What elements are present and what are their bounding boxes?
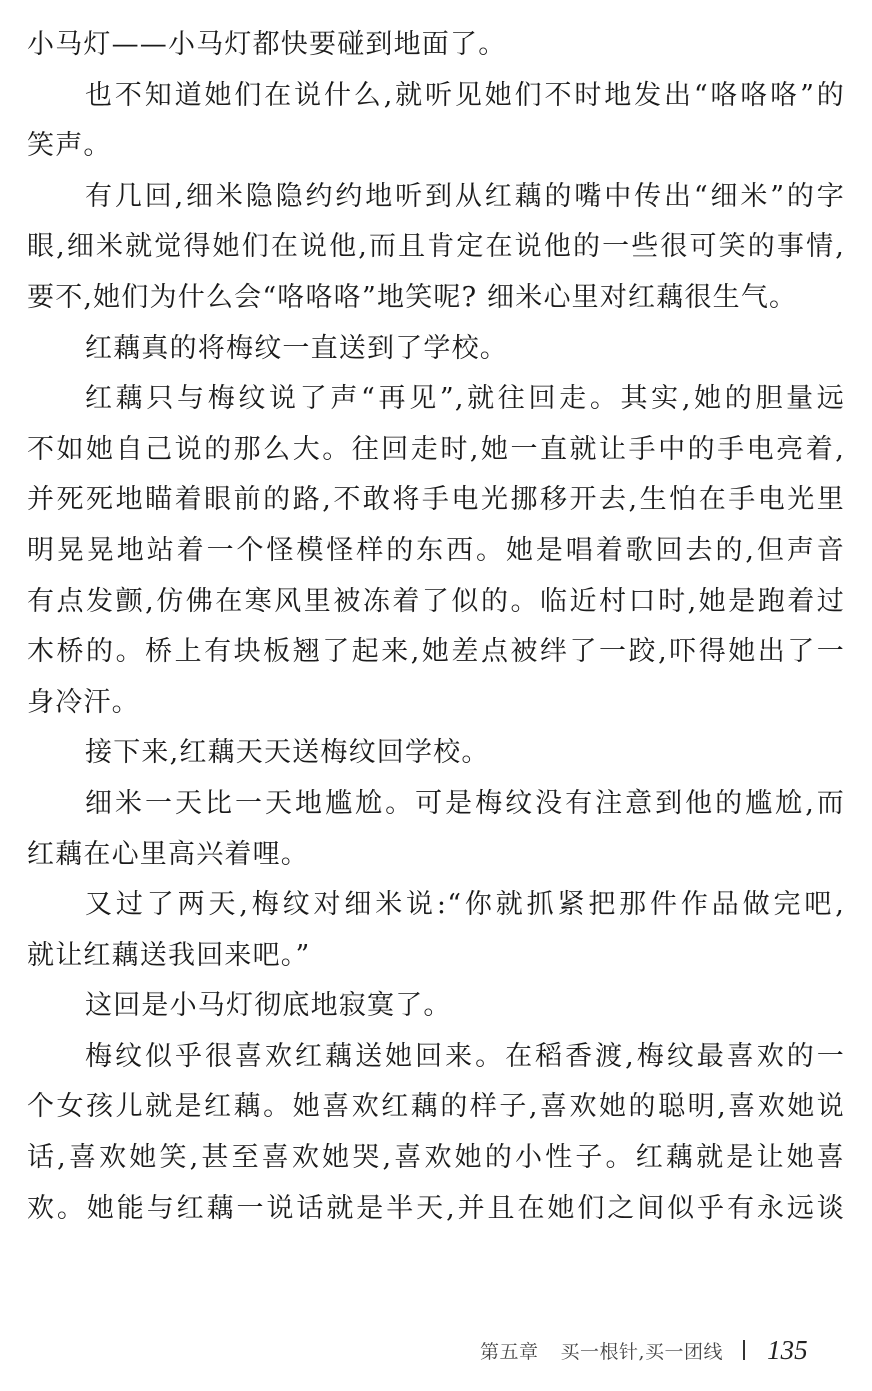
- page-footer: [480, 1330, 845, 1370]
- text-line: 个女孩儿就是红藕。她喜欢红藕的样子,喜欢她的聪明,喜欢她说: [27, 1091, 845, 1123]
- text-line: 明晃晃地站着一个怪模怪样的东西。她是唱着歌回去的,但声音: [27, 534, 845, 566]
- text-line: 话,喜欢她笑,甚至喜欢她哭,喜欢她的小性子。红藕就是让她喜: [27, 1142, 845, 1174]
- text-line: 笑声。: [27, 130, 112, 162]
- chapter-label: 第五章: [480, 1340, 539, 1363]
- text-line: 欢。她能与红藕一说话就是半天,并且在她们之间似乎有永远谈: [27, 1192, 845, 1224]
- text-line: 红藕在心里高兴着哩。: [27, 838, 309, 870]
- chapter-title: 买一根针,买一团线: [560, 1340, 724, 1363]
- text-line: 有点发颤,仿佛在寒风里被冻着了似的。临近村口时,她是跑着过: [27, 585, 845, 617]
- text-line: 细米一天比一天地尴尬。可是梅纹没有注意到他的尴尬,而: [85, 787, 845, 819]
- text-line: 木桥的。桥上有块板翘了起来,她差点被绊了一跤,吓得她出了一: [27, 636, 845, 668]
- text-line: 并死死地瞄着眼前的路,不敢将手电光挪移开去,生怕在手电光里: [27, 484, 845, 516]
- text-line: 不如她自己说的那么大。往回走时,她一直就让手中的手电亮着,: [27, 433, 845, 465]
- text-line: 这回是小马灯彻底地寂寞了。: [85, 990, 452, 1022]
- text-line: 有几回,细米隐隐约约地听到从红藕的嘴中传出“细米”的字: [85, 180, 845, 212]
- text-line: 梅纹似乎很喜欢红藕送她回来。在稻香渡,梅纹最喜欢的一: [85, 1040, 845, 1072]
- page-number: 135: [767, 1334, 808, 1365]
- text-line: 红藕真的将梅纹一直送到了学校。: [85, 332, 508, 364]
- text-line: 眼,细米就觉得她们在说他,而且肯定在说他的一些很可笑的事情,: [27, 231, 845, 263]
- text-line: 要不,她们为什么会“咯咯咯”地笑呢? 细米心里对红藕很生气。: [27, 281, 798, 313]
- text-line: 就让红藕送我回来吧。”: [27, 939, 311, 971]
- text-line: 小马灯——小马灯都快要碰到地面了。: [27, 29, 507, 60]
- text-line: 也不知道她们在说什么,就听见她们不时地发出“咯咯咯”的: [85, 79, 845, 111]
- text-line: 身冷汗。: [27, 686, 140, 718]
- page-body: [27, 20, 845, 1234]
- footer-separator: [743, 1340, 745, 1360]
- text-line: 接下来,红藕天天送梅纹回学校。: [85, 737, 490, 769]
- text-line: 红藕只与梅纹说了声“再见”,就往回走。其实,她的胆量远: [85, 383, 845, 415]
- text-line: 又过了两天,梅纹对细米说:“你就抓紧把那件作品做完吧,: [85, 889, 845, 921]
